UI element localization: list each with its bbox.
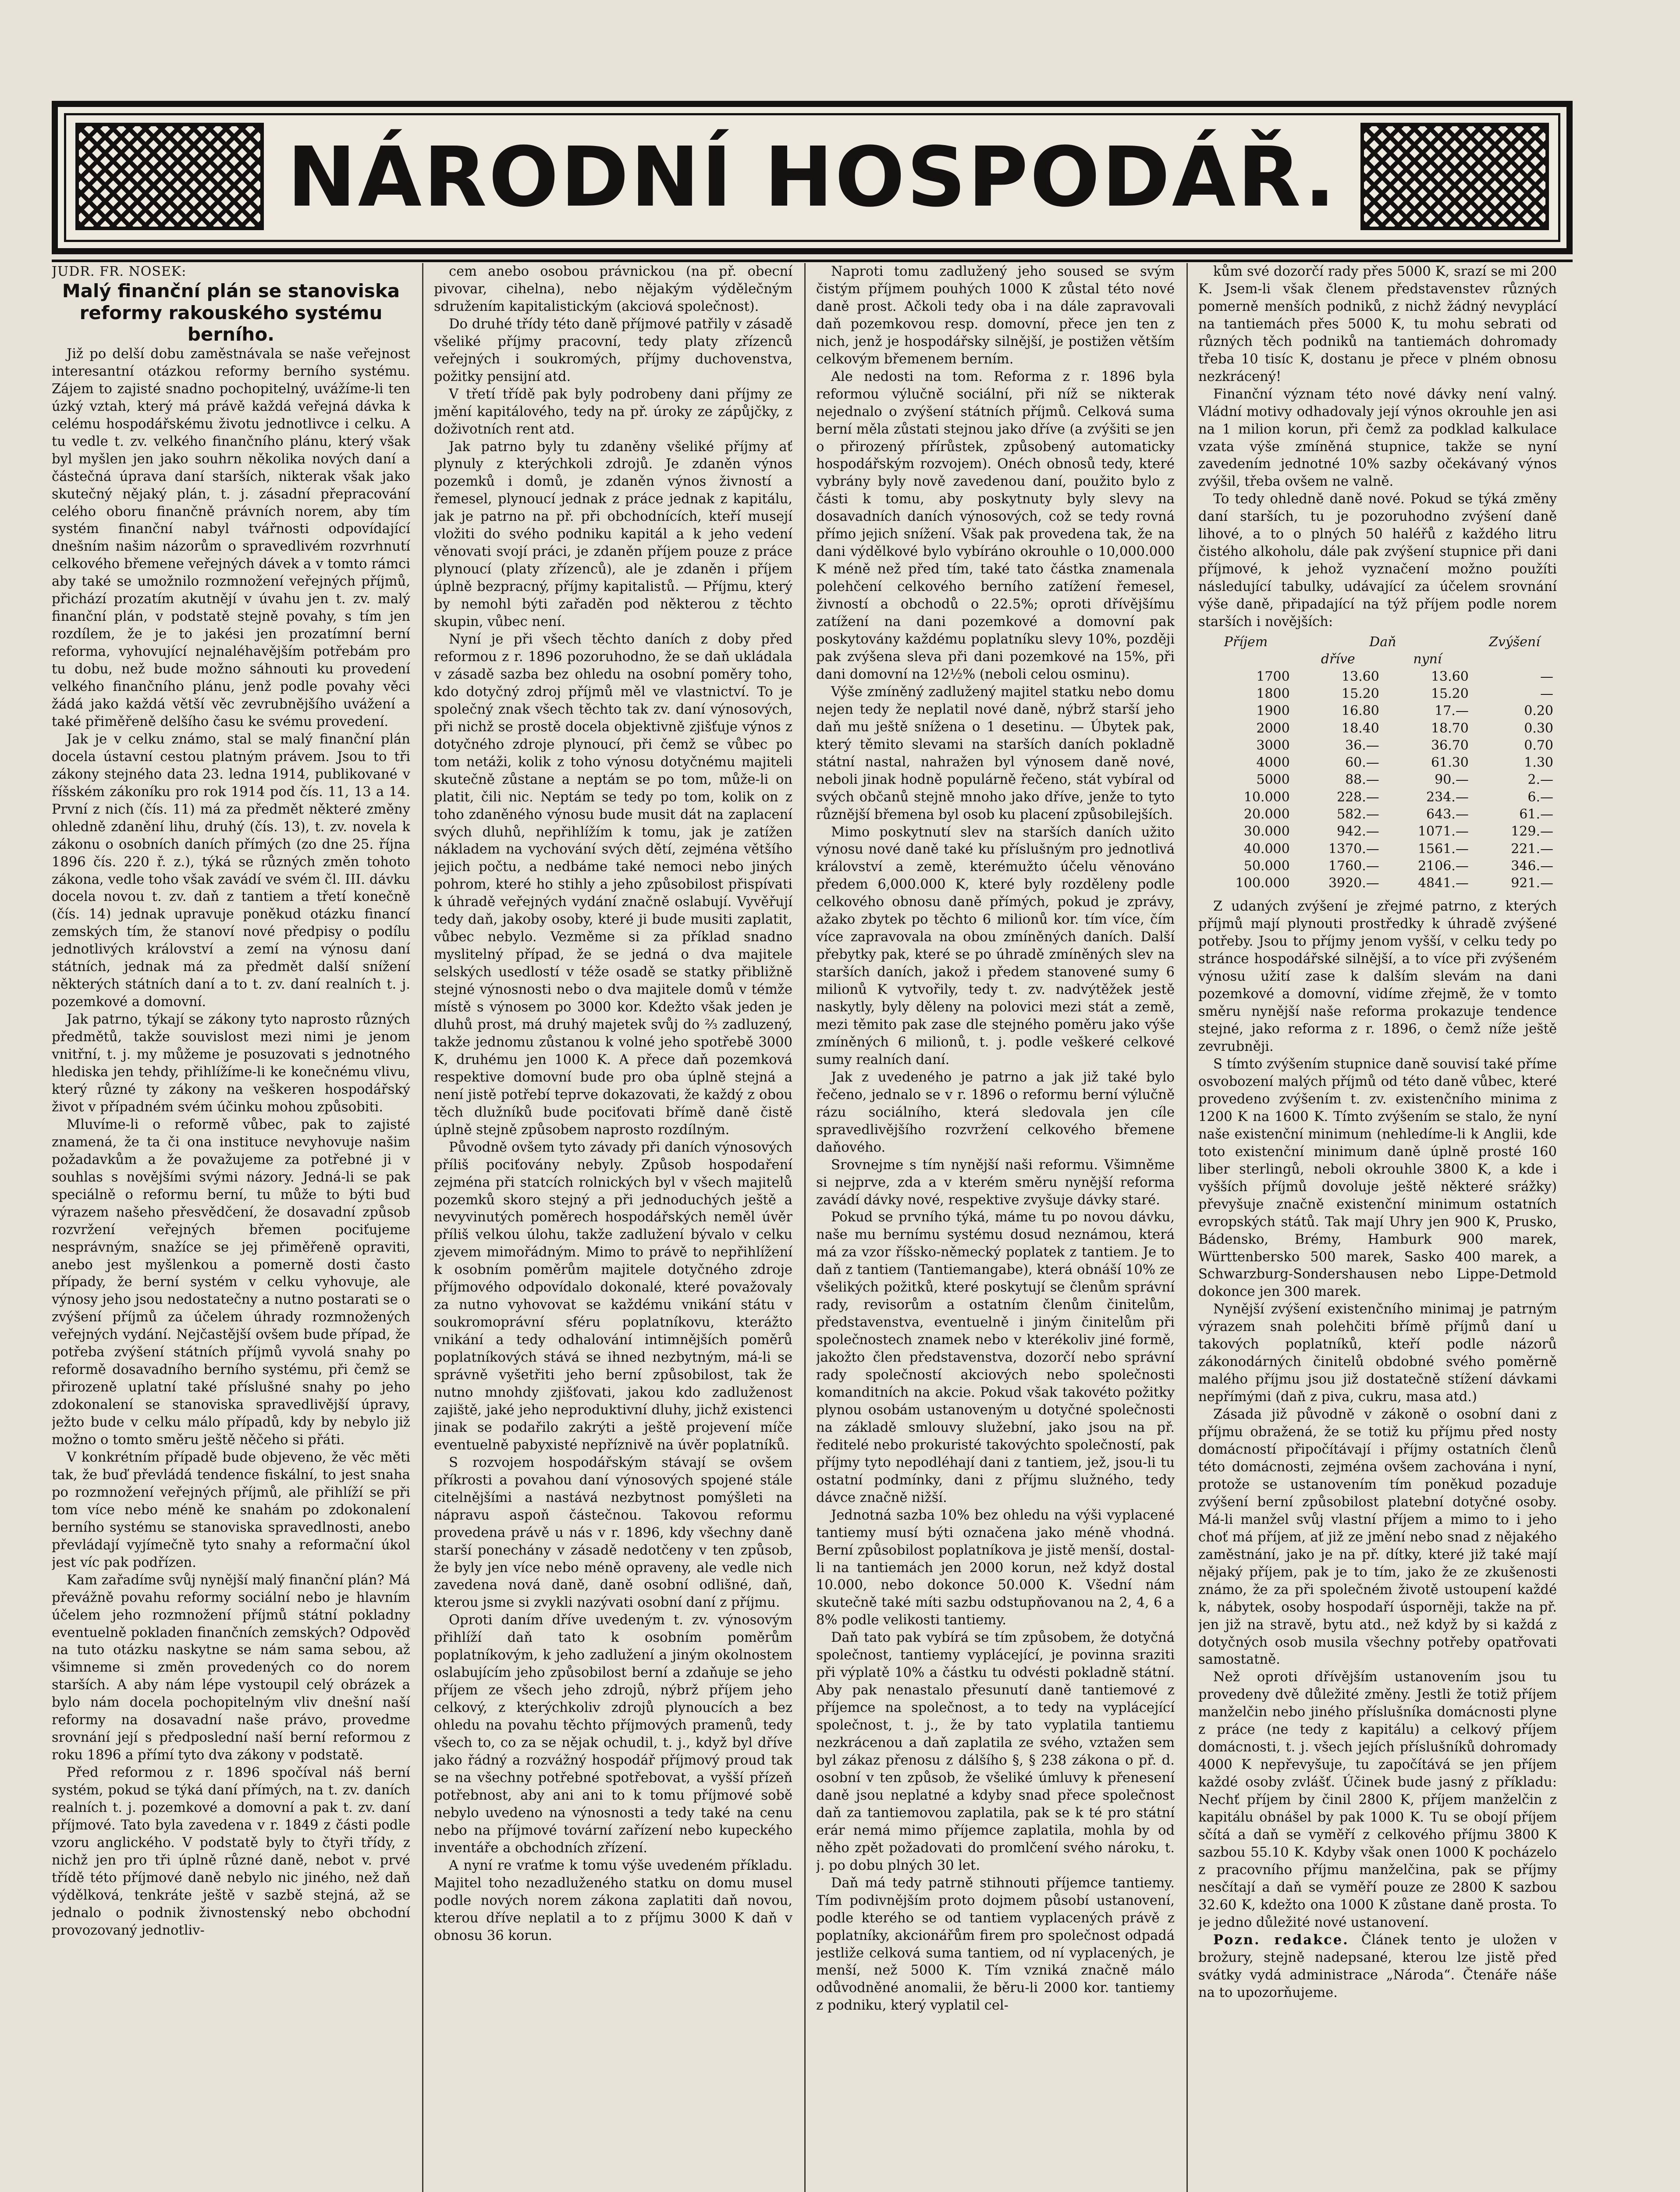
editor-note	[1198, 1932, 1557, 2002]
top-rule	[52, 260, 1573, 262]
table-row: 100.000 3920.— 4841.— 921.—	[1235, 875, 1553, 891]
paragraph: Původně ovšem tyto závady při daních výnosových příliš pociťovány nebyly. Způsob hospodaření zejména při statcích rolnických byl v všech majitelů pozemků skoro stejný a při jednoduchých ještě a nevyvinutých poměrech hospodářských neměl úvěr příliš velkou úlohu, takže zadlužení bývalo v celku zjevem mimořádným. Mimo to právě to nepřihlížení k osobním poměrům majitele dotyčného zdroje příjmového odpovídalo dokonalé, které považovaly za nutno vyhovovat se každému vnikání státu v soukromoprávní sféru poplatníkovu, kterážto vnikání a tedy odhalování intimnějších poměrů poplatníkových stává se ihned nezbytným, má-li se správně vyšetřiti jeho berní způsobilost, tak že nutno mnohdy zjišťovati, jakou kdo zadluženost zajiště, jaké jeho neproduktivní dluhy, jichž existenci jinak se podařilo zakrýti a ještě projevení míče eventuelně pabyxisté nepříznivě na úvěr poplatníků.	[434, 1139, 792, 1453]
paragraph: Mimo poskytnutí slev na starších daních užito výnosu nové daně také ku příslušným pro jednotlivá království a země, kterémužto účelu věnováno předem 6,000.000 K, které byly rozděleny podle celkového obnosu daně přímých, pokud je zprávy, ažako zbytek po těchto 6 milionů kor. tím více, čím více zapravovala na obou zmíněných daních. Další přebytky pak, které se po úhradě zmíněných slev na starších daních, jakož i předem stanovené sumy 6 milionů K vytvořily, tedy t. zv. nadvýtěžek jestě naskytly, byly děleny na polovici mezi stát a země, mezi těmito pak zase dle stejného poměru jako výše zmíněných 6 milionů, t. j. podle veškeré celkové sumy realních daní.	[816, 824, 1175, 1068]
paragraph: Daň má tedy patrně stihnouti příjemce tantiemy. Tím podivnějším proto dojmem působí ustanovení, podle kterého se od tantiem vyplacených právě z poplatníky, akcionářům firem pro společnost odpadá jestliže celková suma tantiem, od ní vyplacených, je menší, než 5000 K. Tím vzniká značně málo odůvodněné anomalii, že běru-li 2000 kor. tantiemy z podniku, který vyplatil cel-	[816, 1875, 1175, 2014]
column-divider	[804, 263, 806, 2192]
table-row: 40.000 1370.— 1561.— 221.—	[1243, 841, 1553, 857]
paragraph: Jak je v celku známo, stal se malý finanční plán docela ústavní cestou platným právem. Jsou to tři zákony stejného data 23. ledna 1914, publikované v říšském zákoníku pro rok 1914 pod čís. 11, 13 a 14. První z nich (čís. 11) má za předmět některé změny ohledně zdanění lihu, druhý (čís. 13), t. zv. novela k zákonu o osobních daních přímých (zo dne 25. října 1896 čís. 220 ř. z.), týká se různých změn tohoto zákona, vedle toho však zavádí ve svém čl. III. dávku docela novou t. zv. daň z tantiem a třetí konečně (čís. 14) jednak upravuje poněkud otázku financí zemských tím, že stanoví nové předpisy o podílu jednotlivých království a zemí na výnosu daní státních, jednak má za předmět další snížení některých státních daní a to t. zv. daní realních t. j. pozemkové a domovní.	[52, 731, 410, 1010]
table-row: 2000 18.40 18.70 0.30	[1256, 720, 1553, 736]
paragraph: Kam zařadíme svůj nynější malý finanční plán? Má převážně povahu reformy sociální nebo je hlavním účelem jeho rozmnožení příjmů státní pokladny eventuelně pokladen finančních zemských? Odpověď na tuto otázku naskytne se nám sama sebou, až všimneme si změn provedených co do norem starších. A aby nám lépe vystoupil celý obrázek a bylo nám docela pochopitelným vliv dnešní naší reformy na dosavadní naše právo, provedme srovnání její s předposlední naší berní reformou z roku 1896 a přímí tyto dva zákony v podstatě.	[52, 1572, 410, 1763]
paragraph: Nynější zvýšení existenčního minimaj je patrným výrazem snah polehčiti břímě příjmů daní u takových poplatníků, kteří podle názorů zákonodárných činitelů obdobné svého poměrně malého příjmu jsou již dostatečně stížení dávkami nepřímými (daň z piva, cukru, masa atd.)	[1198, 1302, 1557, 1405]
paragraph: Jednotná sazba 10% bez ohledu na výši vyplacené tantiemy musí býti označena jako méně vhodná. Berní způsobilost poplatníkova je jistě menší, dostal-li na tantiemách jen 2000 korun, než když dostal 10.000, nebo dokonce 50.000 K. Všední nám skutečně také míti sazbu odstupňovanou na 2, 4, 6 a 8% podle velikosti tantiemy.	[816, 1507, 1175, 1628]
table-row: 20.000 582.— 643.— 61.—	[1243, 806, 1553, 822]
right-ornament-block	[1360, 123, 1549, 230]
table-body	[1198, 668, 1557, 892]
paragraph: S tímto zvýšením stupnice daně souvisí také příme osvobození malých příjmů od této daně vůbec, které provedeno zvýšením t. zv. existenčního minima z 1200 K na 1600 K. Tímto zvýšením se stalo, že nyní naše existenční minimum (nehledíme-li k Anglii, kde toto existenční minimum daně úplně prosté 160 liber sterlingů, neboli okrouhle 3800 K, a kde i vyšších příjmů dovoluje ještě některé srážky) převyšuje značně existenční minimum ostatních evropských států. Tak mají Uhry jen 900 K, Prusko, Bádensko, Brémy, Hamburk 900 marek, Württenbersko 500 marek, Sasko 400 marek, a Schwarzburg-Sondershausen nebo Lippe-Detmold dokonce jen 300 marek.	[1198, 1057, 1557, 1300]
paragraph: Již po delší dobu zaměstnávala se naše veřejnost interesantní otázkou reformy berního systému. Zájem to zajisté snadno pochopitelný, uvážíme-li ten úzký vztah, který má právě každá veřejná dávka k celému hospodářskému životu jednotlivce i celku. A tu vedle t. zv. velkého finančního plánu, který však byl myšlen jen jako souhrn několika nových daní a částečná úprava daní starších, nikterak však jako skutečný nějaký plán, t. j. zásadní přepracování celého oboru finančně právních norem, aby tím systém finanční nabyl tvářnosti odpovídající dnešním našim názorům o spravedlivém rozvrhnutí celkového břemene veřejných dávek a v tomto rámci aby také se umožnilo rozmnožení veřejných příjmů, přichází prozatím akutnějí v úvahu jen t. zv. malý finanční plán, v podstatě stejně povahy, s tím jen rozdílem, že je to jakési jen prozatímní berní reforma, vyhovující nejnaléhavějším potřebám pro tu dobu, než bude možno sáhnouti ku provedení velkého finančního plánu, jenž podle povahy věci žádá jako každá větší věc zevrubnějšího uvážení a také přiměřeně delšího času ke svému provedení.	[52, 346, 410, 729]
column-2	[434, 263, 792, 2192]
paragraph: Daň tato pak vybírá se tím způsobem, že dotyčná společnost, tantiemy vyplácející, je povinna sraziti při výplatě 10% a částku tu odvésti pokladně státní. Aby pak nenastalo přesunutí daně tantiemové z příjemce na společnost, a to tedy na vyplácející společnost, t. j., že by tato vyplatila tantiemu nezkrácenou a daň zaplatila ze svého, vztažen sem byl zákaz přenosu z dálšího §, § 238 zákona o př. d. osobní v ten způsob, že všeliké úmluvy k přenesení daně jsou neplatné a kdyby snad přece společnost daň za tantiemovou zaplatila, pak se k té pro státní erár nemá mimo příjemce zaplatila, mohla by od něho zpět požadovati do promlčení svého nároku, t. j. po dobu plných 30 let.	[816, 1630, 1175, 1873]
header-income: Příjem	[1224, 634, 1268, 650]
column-1	[52, 263, 410, 2192]
column-divider	[422, 263, 423, 2192]
table-row: 50.000 1760.— 2106.— 346.—	[1243, 858, 1553, 874]
column-divider	[1186, 263, 1188, 2192]
table-row: 1800 15.20 15.20 —	[1256, 686, 1553, 701]
paragraph: V třetí třídě pak byly podrobeny dani příjmy ze jmění kapitálového, tedy na př. úroky ze zápůjčky, z doživotních rent atd.	[434, 386, 792, 437]
header-tax: Daň	[1369, 634, 1396, 650]
paragraph: To tedy ohledně daně nové. Pokud se týká změny daní starších, tu je pozoruhodno zvýšení daně lihové, a to o plných 50 haléřů z každého litru čistého alkoholu, dále pak zvýšení stupnice při dani příjmové, k jehož vyznačení možno použíti následující tabulky, udávající za účelem srovnání výše daně, připadající na týž příjem podle norem starších i novějších:	[1198, 491, 1557, 630]
paragraph: Jak z uvedeného je patrno a jak již také bylo řečeno, jednalo se v r. 1896 o reformu berní výlučně rázu sociálního, která sledovala jen cíle spravedlivějšího rozvržení celkového břemene daňového.	[816, 1069, 1175, 1155]
paragraph: A nyní re vraťme k tomu výše uvedeném příkladu. Majitel toho nezadluženého statku on domu musel podle nových norem zákona zaplatiti daň novou, kterou dříve neplatil a to z příjmu 3000 K daň v obnosu 36 korun.	[434, 1858, 792, 1943]
table-row: 1900 16.80 17.— 0.20	[1256, 703, 1553, 719]
editor-note-label: Pozn. redakce.	[1213, 1932, 1349, 1948]
paragraph: Ale nedosti na tom. Reforma z r. 1896 byla reformou výlučně sociální, při níž se nikterak nejednalo o zvýšení státních příjmů. Celková suma berní měla zůstati stejnou jako dříve (a zvýšiti se jen o přirozený přírůstek, způsobený automaticky hospodářským rozvojem). Onéch obnosů tedy, které vybrány byly nově zavedenou daní, použito bylo z části k tomu, aby poskytnuty byly slevy na dosavadních daních výnosových, což se tedy rovná přímo jejich snížení. Však pak provedena tak, že na dani výdělkové bylo vybíráno okrouhle o 10,000.000 K méně než před tím, také tato částka znamenala polehčení celkového berního zatížení řemesel, živností a obchodů o 22.5%; oproti dřívějšímu zatížení na dani pozemkové a domovní pak poskytovány každému poplatníku slevy 10%, později pak zvýšena sleva při dani pozemkové na 15%, při dani domovní na 12½% (neboli celou osminu).	[816, 369, 1175, 682]
table-row: 1700 13.60 13.60 —	[1256, 669, 1553, 684]
header-old: dříve	[1321, 651, 1355, 667]
header-new: nyní	[1413, 651, 1442, 667]
table-row: 5000 88.— 90.— 2.—	[1256, 772, 1553, 788]
article-author: JUDR. FR. NOSEK:	[52, 264, 187, 279]
paragraph: cem anebo osobou právnickou (na př. obecní pivovar, cihelna), nebo nějakým výdělečným sdružením kapitalistickým (akciová společnost).	[434, 264, 792, 314]
masthead-title: NÁRODNÍ HOSPODÁŘ.	[287, 129, 1337, 225]
paragraph: Mluvíme-li o reformě vůbec, pak to zajisté znamená, že ta či ona instituce nevyhovuje našim požadavkům a že považujeme za potřebné ji v souhlas s novějšími svými názory. Jedná-li se pak speciálně o reformu berní, tu může to býti buď výrazem našeho přesvědčení, že dosavadní způsob rozvržení veřejných břemen pociťujeme nesprávným, snažíce se jej přiměřeně opraviti, anebo jest myšlenkou a pomerně dosti často případy, že berní systém v celku vyhovuje, ale výnosy jeho jsou nedostatečny a nutno postarati se o zvýšení příjmů za účelem úhrady rozmnožených veřejných vydání. Nejčastější ovšem bude případ, že potřeba zvýšení státních příjmů vyvolá snahy po reformě dosavadního berního systému, při čemž se přirozeně uplatní také příslušné snahy po jeho zdokonalení se stanoviska spravedlivější úpravy, ježto bude v celku málo případů, kdy by nebylo již možno o tomto směru ještě něčeho si přáti.	[52, 1117, 410, 1448]
table-row: 4000 60.— 61.30 1.30	[1256, 755, 1553, 771]
paragraph: Finanční význam této nové dávky není valný. Vládní motivy odhadovaly její výnos okrouhle jen asi na 1 milion korun, při čemž za podklad kalkulace vzata výše zmíněná stupnice, takže se nyní zavedením jednotné 10% sazby očekávaný výnos zvýšil, třeba ovšem ne valně.	[1198, 386, 1557, 490]
paragraph: Srovnejme s tím nynější naši reformu. Všimněme si nejprve, zda a v kterém směru nynější reforma zavádí dávky nové, respektive zvyšuje dávky staré.	[816, 1157, 1175, 1208]
paragraph: Než oproti dřívějším ustanovením jsou tu provedeny dvě důležité změny. Jestli že totiž příjem manželčin nebo jiného příslušníka domácnosti plyne z práce (ne tedy z kapitálu) a celkový příjem domácnosti, t. j. všech jejích příslušníků dohromady 4000 K nepřevyšuje, tu započítává se jen příjem každé osoby zvlášť. Účinek bude jasný z příkladu: Nechť příjem by činil 2800 K, příjem manželčin z kapitálu obnášel by pak 1000 K. Tu se obojí příjem sčítá a daň se vyměří z celkového příjmu 3800 K sazbou 55.10 K. Kdyby však onen 1000 K pocházelo z pracovního příjmu manželčina, pak se příjmy nesčítají a daň se vyměří pouze ze 2800 K sazbou 32.60 K, kdežto ona 1000 K zůstane daně prosta. To je jedno důležité nové ustanovení.	[1198, 1669, 1557, 1930]
paragraph: Jak patrno, týkají se zákony tyto naprosto různých předmětů, takže souvislost mezi nimi je jenom vnitřní, t. j. my můžeme je posuzovati s jednotného hlediska jen tehdy, přihlížíme-li ke konečnému vlivu, který různé ty zákony na veškeren hospodářský život v případném svém účinku mohou způsobiti.	[52, 1012, 410, 1115]
masthead	[52, 101, 1573, 254]
paragraph: Před reformou z r. 1896 spočíval náš berní systém, pokud se týká daní přímých, na t. zv. daních realních t. j. pozemkové a domovní a pak t. zv. daní příjmové. Tato byla zavedena v r. 1849 z části podle vzoru anglického. V podstatě byly to čtyři třídy, z nichž jen pro tři úplně různé daně, nebot v. prvé třídě této příjmové daně nebylo nic jiného, než daň výdělková, tenkráte ještě v sazbě stejná, až se jednalo o podnik živnostenský nebo obchodní provozovaný jednotliv-	[52, 1765, 410, 1938]
column-4	[1198, 263, 1557, 2192]
paragraph: S rozvojem hospodářským stávají se ovšem příkrosti a povahou daní výnosových spojené stále citelnějšími a nastává nezbytnost pomýšleti na nápravu aspoň částečnou. Takovou reformu provedena právě u nás v r. 1896, kdy všechny daně starší ponechány v zásadě nedotčeny v ten způsob, že byly jen více nebo méně opraveny, ale vedle nich zavedena nová daně, daně osobní odlišné, daň, kterou jsme si zvykli nazývati osobní daní z příjmu.	[434, 1455, 792, 1611]
paragraph: V konkrétním případě bude objeveno, že věc měti tak, že buď převládá tendence fiskální, to jest snaha po rozmnožení veřejných příjmů, ale přihlíží se při tom více nebo méně ke snahám po zdokonalení berního systému se stanoviska spravedlnosti, anebo převládají vyjímečně tyto snahy a reformační úkol jest víc pak podřízen.	[52, 1449, 410, 1570]
tax-comparison-table	[1198, 633, 1557, 892]
paragraph: Jak patrno byly tu zdaněny všeliké příjmy ať plynuly z kterýchkoli zdrojů. Je zdaněn výnos pozemků i domů, je zdaněn výnos živností a řemesel, plynoucí jednak z práce jednak z kapitálu, jak je patrno na př. při obchodnících, kteří musejí vložiti do svého podniku kapitál a k jeho vedení věnovati svojí práci, je zdaněn příjem pouze z práce plynoucí (platy zřízenců), ale je zdaněn i příjem úplně bezpracný, příjmy kapitalistů. — Příjmu, který by nemohl býti zařaděn pod některou z těchto skupin, vůbec není.	[434, 439, 792, 630]
article-columns	[52, 263, 1573, 2192]
paragraph: Výše zmíněný zadlužený majitel statku nebo domu nejen tedy že neplatil nové daně, nýbrž starší jeho daň mu ještě snížena o 1 desetinu. — Úbytek pak, který těmito slevami na starších daních pokladně státní nastal, nahražen byl výnosem daně nové, neboli jinak hodně populárně řečeno, stát vybíral od svých občanů stejně mnoho jako dříve, jenže to tyto různější břemena byl osob ku placení způsobilejších.	[816, 684, 1175, 822]
paragraph: Do druhé třídy této daně příjmové patřily v zásadě všeliké příjmy pracovní, tedy platy zřízenců veřejných i soukromých, příjmy duchovenstva, požitky pensijní atd.	[434, 316, 792, 384]
paragraph: Pokud se prvního týká, máme tu po novou dávku, naše mu bernímu systému dosud neznámou, která má za vzor říšsko-německý poplatek z tantiem. Je to daň z tantiem (Tantiemangabe), která obnáší 10% ze všelikých požitků, které poskytují se členům správní rady, revisorům a ostatním členům činitelům, představenstva, eventuelně i jiným činitelům při společnostech znamek nebo v kterékoliv jiné formě, jakožto člen představenstva, dozorčí nebo správní rady společností akciových nebo společnosti komanditních na akcie. Pokud však takovéto požitky plynou osobám ustanoveným u dotyčné společnosti na základě smlouvy služební, jako jsou na př. ředitelé nebo prokuristé takovýchto společností, pak příjmy tyto nepodléhají dani z tantiem, jež, jsou-li tu ostatní podmínky, dani z příjmu služného, tedy dávce značně nižší.	[816, 1210, 1175, 1505]
table-subheader-row	[1198, 651, 1557, 668]
table-row: 30.000 942.— 1071.— 129.—	[1243, 824, 1553, 840]
article-headline: Malý finanční plán se stanoviska reformy rakouského systému berního.	[62, 280, 400, 345]
table-header-row	[1198, 633, 1557, 651]
paragraph: Oproti daním dříve uvedeným t. zv. výnosovým přihlíží daň tato k osobním poměrům poplatníkovým, k jeho zadlužení a jiným okolnostem oslabujícím jeho způsobilost berní a zdaňuje se jeho příjem ze všech jeho zdrojů, nýbrž příjem jeho celkový, z kterýchkoliv zdrojů plynoucích a bez ohledu na povahu těchto příjmových pramenů, tedy všech to, co za se nějak ochudil, t. j., když byl dříve jako řádný a rozvážný hospodář příjmový proud tak se na všechny potřebné spotřebovat, a vyšší přízeň potřebnost, aby ani ani to k tomu příjmové sobě nebylo uvedeno na výnosnosti a tedy také na cenu nebo na příjmové tovární zařízení nebo kupeckého inventáře a obchodních zřízení.	[434, 1612, 792, 1856]
table-row: 3000 36.— 36.70 0.70	[1256, 737, 1553, 753]
paragraph: Naproti tomu zadlužený jeho soused se svým čistým příjmem pouhých 1000 K zůstal této nové daně prost. Ačkoli tedy oba i na dále zapravovali daň pozemkovou resp. domovní, přece jen ten z nich, jenž je hospodářsky silnější, je postižen větším celkovým břemenem berním.	[816, 264, 1175, 367]
left-ornament-block	[75, 123, 264, 230]
table-row: 10.000 228.— 234.— 6.—	[1243, 789, 1553, 805]
paragraph: Nyní je při všech těchto daních z doby před reformou z r. 1896 pozoruhodno, že se daň ukládala v zásadě sazba bez ohledu na osobní poměry toho, kdo dotyčný zdroj příjmů měl ve vlastnictví. To je společný znak všech těchto tak zv. daní výnosových, při nichž se prostě docela objektivně zjišťuje výnos z dotyčného zdroje plynoucí, při čemž se vůbec po tom netáži, kolik z toho výnosu dotyčnému majiteli skutečně zůstane a neptám se po tom, může-li on platit, čili nic. Neptám se tedy po tom, kolik on z toho zdaněného výnosu bude musit dát na zaplacení svých dluhů, nepřihlížím k tomu, jak je zatížen nákladem na vychování svých dětí, zejména většího jejich počtu, a nedbáme také nemoci nebo jiných pohrom, které ho stihly a jeho způsobilost přispívati k úhradě veřejných vydání značně oslabují. Vyvěřují tedy daň, jakoby osoby, které ji bude musiti zaplatit, vůbec nebylo. Vezměme si za příklad snadno myslitelný případ, že se jedná o dva majitele selských usedlostí v téže osadě se statky přibližně stejné výnosnosti nebo o dva majitele domů v témže místě s výnosem po 3000 kor. Kdežto však jeden je dluhů prost, má druhý majetek svůj do ⅔ zadluzený, takže jednomu zůstanou k volné jeho spotřebě 3000 K, druhému jen 1000 K. A přece daň pozemková respektive domovní bude pro oba úplně stejná a není jistě potřebí teprve dokazovati, že každý z obou těch dlužníků bude pociťovati břímě daně čistě úplně stejně způsobem naprosto rozdílným.	[434, 632, 792, 1138]
editor-note-text: Článek tento je uložen v brožury, stejně nadepsané, kterou lze jistě před svátky vydá administrace „Národa“. Čtenáře náše na to upozorňujeme.	[1198, 1932, 1557, 2000]
paragraph: Zásada již původně v zákoně o osobní dani z příjmu obražená, že se totiž ku příjmu před nosty domácností připočítávají i příjmy ostatních členů této domácnosti, zejména ovšem zachována i nyní, protože se ustanovením tím poněkud pozaduje zvýšení berní způsobilost platební dotyčné osoby. Má-li manžel svůj vlastní příjem a mimo to i jeho choť má příjem, ať již ze jmění nebo snad z nějakého zaměstnání, jako je na př. dítky, které již také mají nějaký příjem, pak je to tím, jako že ze zkušenosti známo, že za při společném životě ustoupení každé k, nábytek, osoby hospodaří úsporněji, takže na př. jen již na stravě, bytu atd., než když by si každá z dotyčných osob musila všechny potřeby opatřovati samostatně.	[1198, 1407, 1557, 1668]
paragraph: Z udaných zvýšení je zřejmé patrno, z kterých příjmů mají plynouti prostředky k úhradě zvýšené potřeby. Jsou to příjmy jenom vyšší, v celku tedy po stránce hospodářské silnější, a to více při zvýšeném výnosu užití zase k dalším slevám na dani pozemkové a domovní, vidíme zřejmě, že v tomto směru nynější naše reforma prokazuje tendence stejné, jako reforma z r. 1896, o čemž níže ještě zevrubněji.	[1198, 899, 1557, 1055]
header-increase: Zvýšení	[1489, 634, 1540, 650]
paragraph: kům své dozorčí rady přes 5000 K, srazí se mi 200 K. Jsem-li však členem představenstev různých pomerně menších podniků, z nichž žádný nevyplácí na tantiemách přes 5000 K, tu mohu sebrati od různých těch podniků na tantiemách dohromady třeba 10 tisíc K, dostanu je přece v plném obnosu nezkrácený!	[1198, 264, 1557, 384]
column-3	[816, 263, 1175, 2192]
